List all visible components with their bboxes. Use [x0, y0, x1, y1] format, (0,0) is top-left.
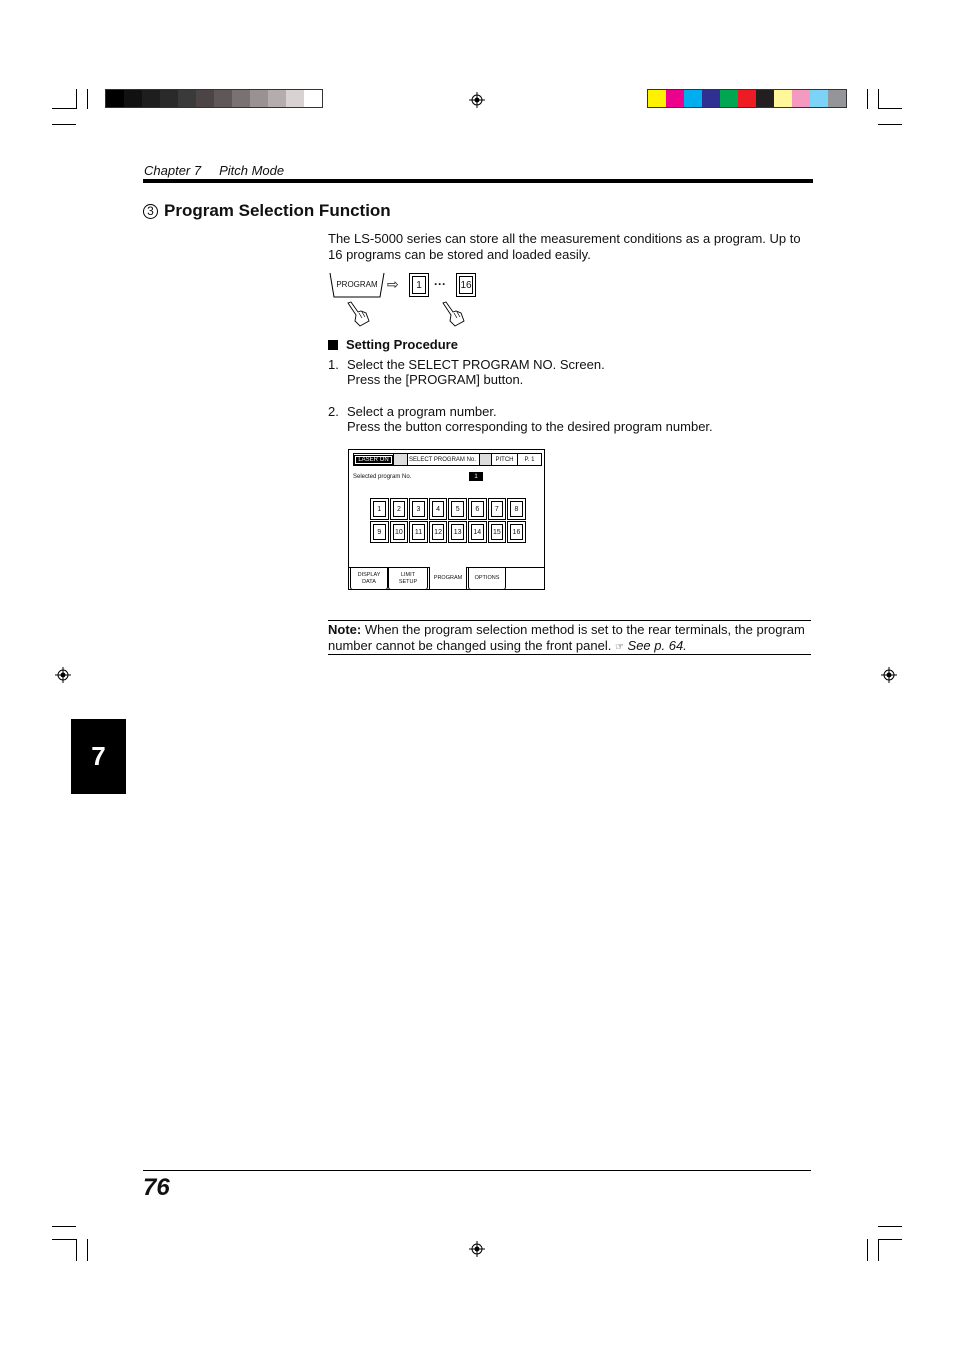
- note-rule: [328, 620, 811, 621]
- program-number-button[interactable]: 4: [429, 498, 448, 520]
- gray-swatch: [106, 90, 124, 107]
- tab-display-data[interactable]: [350, 568, 388, 590]
- program-number-grid: [370, 498, 526, 543]
- ellipsis: ···: [434, 277, 446, 291]
- gray-swatch: [304, 90, 322, 107]
- screen-header-spacer: [480, 454, 492, 465]
- gray-swatch: [268, 90, 286, 107]
- note: [328, 622, 814, 655]
- color-swatch: [738, 90, 756, 107]
- crop-mark: [87, 1239, 88, 1261]
- crop-mark: [76, 89, 77, 109]
- chapter-tab: 7: [71, 719, 126, 794]
- arrow-icon: ⇨: [387, 276, 399, 292]
- intro-paragraph: [328, 231, 801, 262]
- crop-mark: [87, 89, 88, 109]
- program-number-button[interactable]: 3: [409, 498, 428, 520]
- gray-swatch: [196, 90, 214, 107]
- gray-swatch: [160, 90, 178, 107]
- intro-line: 16 programs can be stored and loaded easily.: [328, 246, 591, 262]
- note-rule: [328, 654, 811, 655]
- step-1: [328, 357, 605, 387]
- chapter-title: Pitch Mode: [219, 163, 285, 178]
- gray-swatch: [142, 90, 160, 107]
- section-heading: [143, 201, 391, 221]
- select-program-screen: [348, 449, 545, 590]
- color-swatch: [666, 90, 684, 107]
- color-swatch: [756, 90, 774, 107]
- color-swatch: [810, 90, 828, 107]
- color-swatch: [702, 90, 720, 107]
- color-swatch: [774, 90, 792, 107]
- see-reference: See p. 64.: [623, 637, 687, 653]
- procedure-heading: [328, 337, 458, 352]
- selected-program-label: Selected program No.: [353, 474, 412, 480]
- screen-title: SELECT PROGRAM No.: [408, 454, 480, 465]
- crop-mark: [878, 124, 902, 125]
- program-number-button[interactable]: 1: [370, 498, 389, 520]
- key-illustration: [409, 273, 429, 297]
- gray-calibration-bar: [105, 89, 323, 108]
- program-button-label: PROGRAM: [336, 280, 378, 289]
- program-number-button[interactable]: 11: [409, 521, 428, 543]
- step-text: Press the button corresponding to the desired program number.: [347, 419, 713, 434]
- step-2: [328, 404, 713, 434]
- tab-label: OPTIONS: [474, 575, 500, 581]
- square-bullet-icon: [328, 340, 338, 350]
- key-illustration: [456, 273, 476, 297]
- step-text: Select the SELECT PROGRAM NO. Screen.: [347, 357, 605, 372]
- step-text: Select a program number.: [347, 404, 497, 419]
- screen-mode: PITCH: [492, 454, 518, 465]
- laser-status-cell: [354, 454, 394, 465]
- note-text: number cannot be changed using the front panel.: [328, 637, 615, 653]
- laser-status: LASER ON: [355, 456, 391, 464]
- tab-options[interactable]: [468, 568, 506, 590]
- registration-mark-icon: [469, 92, 485, 108]
- color-calibration-bar: [647, 89, 847, 108]
- gray-swatch: [178, 90, 196, 107]
- program-number-button[interactable]: 2: [390, 498, 409, 520]
- program-number-button[interactable]: 13: [448, 521, 467, 543]
- program-number-button[interactable]: 6: [468, 498, 487, 520]
- step-number: 1.: [328, 357, 339, 372]
- gray-swatch: [250, 90, 268, 107]
- program-number-button[interactable]: 16: [507, 521, 526, 543]
- program-button-illustration: [328, 272, 386, 298]
- program-number-button[interactable]: 12: [429, 521, 448, 543]
- crop-mark: [76, 1239, 77, 1261]
- running-header: [144, 163, 302, 178]
- registration-mark-icon: [881, 667, 897, 683]
- note-label: Note:: [328, 622, 362, 637]
- tab-label: SETUP: [398, 578, 418, 585]
- crop-mark: [878, 1226, 902, 1227]
- gray-swatch: [124, 90, 142, 107]
- screen-tab-bar: [349, 567, 544, 590]
- crop-mark: [878, 1239, 879, 1261]
- program-number-button[interactable]: 8: [507, 498, 526, 520]
- program-number-button[interactable]: 10: [390, 521, 409, 543]
- color-swatch: [792, 90, 810, 107]
- gray-swatch: [286, 90, 304, 107]
- section-title: Program Selection Function: [164, 201, 391, 220]
- crop-mark: [878, 108, 902, 109]
- program-number-button[interactable]: 15: [488, 521, 507, 543]
- screen-page: P. 1: [524, 456, 535, 463]
- tab-label: PROGRAM: [433, 574, 463, 581]
- chapter-label: Chapter 7: [144, 163, 202, 178]
- section-number: 3: [143, 204, 158, 219]
- procedure-heading-text: Setting Procedure: [346, 337, 458, 352]
- tab-limit-setup[interactable]: [388, 568, 428, 590]
- pointing-hand-icon: [439, 301, 467, 332]
- gray-swatch: [232, 90, 250, 107]
- screen-header: [353, 453, 542, 466]
- crop-mark: [52, 124, 76, 125]
- gray-swatch: [214, 90, 232, 107]
- page-number: 76: [143, 1174, 170, 1201]
- program-number-button[interactable]: 14: [468, 521, 487, 543]
- tab-label: LIMIT: [400, 571, 416, 578]
- color-swatch: [720, 90, 738, 107]
- note-text: When the program selection method is set to the rear terminals, the program: [361, 622, 805, 637]
- screen-header-spacer: [394, 454, 408, 465]
- program-number-button[interactable]: 5: [448, 498, 467, 520]
- pointing-hand-icon: [344, 301, 372, 332]
- tab-label: DATA: [362, 578, 376, 585]
- crop-mark: [867, 89, 868, 109]
- key-label: 16: [459, 276, 473, 294]
- crop-mark: [52, 1239, 76, 1240]
- registration-mark-icon: [469, 1241, 485, 1257]
- registration-mark-icon: [55, 667, 71, 683]
- footer-rule: [143, 1170, 811, 1171]
- tab-label: DISPLAY: [357, 571, 381, 578]
- selected-program-value: 1: [469, 472, 483, 481]
- crop-mark: [867, 1239, 868, 1261]
- color-swatch: [648, 90, 666, 107]
- color-swatch: [684, 90, 702, 107]
- program-number-button[interactable]: 7: [488, 498, 507, 520]
- see-reference-icon: ☞: [614, 641, 624, 653]
- crop-mark: [878, 89, 879, 109]
- program-number-button[interactable]: 9: [370, 521, 389, 543]
- tab-program[interactable]: [429, 567, 467, 590]
- intro-line: The LS-5000 series can store all the measurement conditions as a program. Up to: [328, 231, 801, 246]
- crop-mark: [878, 1239, 902, 1240]
- crop-mark: [52, 1226, 76, 1227]
- header-rule: [143, 179, 813, 183]
- crop-mark: [52, 108, 76, 109]
- step-number: 2.: [328, 404, 339, 419]
- color-swatch: [828, 90, 846, 107]
- key-label: 1: [412, 276, 426, 294]
- step-text: Press the [PROGRAM] button.: [347, 372, 524, 387]
